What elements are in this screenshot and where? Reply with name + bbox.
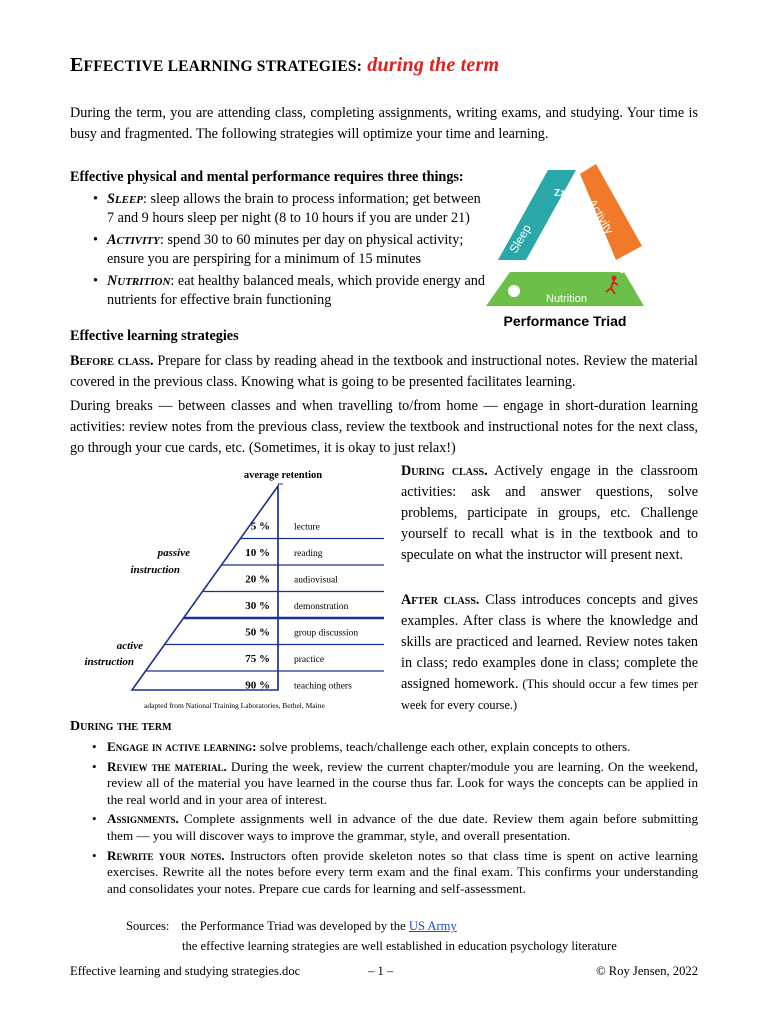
passive-label-2: instruction xyxy=(130,564,180,576)
pyramid-row-percent: 90 % xyxy=(245,679,270,692)
during-term-heading: During the term xyxy=(70,719,172,734)
before-class-paragraph: Before class. Prepare for class by reading ahead in the textbook and instructional notes. Review the material covered in the previous class. Knowing what is going to be presented facilitates learning. xyxy=(70,353,698,390)
pyramid-row-percent: 75 % xyxy=(245,652,270,665)
us-army-link[interactable]: US Army xyxy=(408,919,457,933)
pyramid-row-label: lecture xyxy=(294,522,320,533)
pyramid-row-label: audiovisual xyxy=(294,575,338,586)
pyramid-row-label: practice xyxy=(294,654,325,665)
pyramid-row-percent: 50 % xyxy=(245,626,270,639)
apple-icon xyxy=(508,285,520,297)
pyramid-row-label: teaching others xyxy=(294,681,352,692)
list-item: • NUTRITION: eat healthy balanced meals, which provide energy and nutrients for effective brain functioning xyxy=(93,273,485,308)
pyramid-row-label: group discussion xyxy=(294,628,359,639)
sources-line2: the effective learning strategies are well established in education psychology literature xyxy=(182,939,617,953)
pyramid-row-percent: 20 % xyxy=(245,573,270,586)
learning-strategies-heading: Effective learning strategies xyxy=(70,328,239,344)
active-label-1: active xyxy=(116,640,143,652)
sources: Sources: the Performance Triad was developed by the US Army the effective learning strategies are well established in education psychology literature xyxy=(126,916,617,956)
list-item: • SLEEP: sleep allows the brain to process information; get between 7 and 9 hours sleep per night (8 to 10 hours if you are under 21) xyxy=(93,191,481,226)
during-class-paragraph: During class. Actively engage in the classroom activities: ask and answer questions, solve problems, participate in groups, etc. Challenge yourself to recall what is in the textbook and to speculate on what the instructor will present next. xyxy=(401,463,698,563)
pyramid-row-label: reading xyxy=(294,548,323,559)
breaks-paragraph: During breaks — between classes and when travelling to/from home — engage in short-duration learning activities: review notes from the previous class, review the textbook and instructional notes for the next class, go through your cue cards, etc. (Sometimes, it is okay to just relax!) xyxy=(70,398,698,456)
page-footer xyxy=(70,964,698,979)
activity-bar xyxy=(580,164,642,260)
pyramid-row-percent: 10 % xyxy=(245,546,270,559)
runner-icon xyxy=(620,268,624,272)
zzz-icon: Zzz xyxy=(554,188,571,199)
sleep-label: Sleep xyxy=(506,221,534,256)
list-item: • Assignments. Complete assignments well in advance of the due date. Review them again before submitting them — you will discover ways to improve the grammar, style, and overall presentation. xyxy=(92,811,698,843)
passive-label-1: passive xyxy=(157,547,190,559)
retention-pyramid xyxy=(70,462,392,714)
physical-heading: Effective physical and mental performance requires three things: xyxy=(70,169,464,185)
footer-filename: Effective learning and studying strategies.doc xyxy=(70,964,301,978)
intro-paragraph: During the term, you are attending class, completing assignments, writing exams, and studying. Your time is busy and fragmented. The following strategies will optimize your time and learning. xyxy=(70,105,698,142)
page-title: EFFECTIVE LEARNING STRATEGIES: during the term xyxy=(70,54,500,76)
pyramid-row-percent: 5 % xyxy=(250,520,270,533)
pyramid-row-label: demonstration xyxy=(294,601,349,612)
pyramid-source: adapted from National Training Laboratories, Bethel, Maine xyxy=(144,701,325,710)
list-item: • Rewrite your notes. Instructors often provide skeleton notes so that class time is spent on active learning exercises. Rewrite all the notes before every term exam and the final exam. This confirms your understanding and consolidates your notes. Prepare cue cards for learning and self-assessment. xyxy=(92,847,698,896)
triad-title: Performance Triad xyxy=(503,313,627,329)
list-item: • Review the material. During the week, review the current chapter/module you are learning. On the weekend, review all of the material you have learned in the course thus far. Look for ways the concepts can be applied in the real world and in your area of interest. xyxy=(92,758,698,807)
activity-label: Activity xyxy=(585,196,617,237)
nutrition-label: Nutrition xyxy=(546,293,587,305)
pyramid-heading: average retention xyxy=(243,470,323,481)
after-class-paragraph: After class. Class introduces concepts and gives examples. After class is where the knowledge and skills are practiced and learned. Review notes taken in class; redo examples done in class; complete the assigned homework. (This should occur a few times per week for every course.) xyxy=(401,592,698,712)
list-item: • ACTIVITY: spend 30 to 60 minutes per day on physical activity; ensure you are perspiring for a minimum of 15 minutes xyxy=(93,232,464,267)
list-item: • Engage in active learning: solve problems, teach/challenge each other, explain concepts to others. xyxy=(92,739,631,754)
physical-list xyxy=(70,190,490,313)
sources-label: Sources: xyxy=(126,919,170,933)
footer-copyright: © Roy Jensen, 2022 xyxy=(596,964,698,978)
footer-page-number: – 1 – xyxy=(368,964,394,978)
pyramid-row-percent: 30 % xyxy=(245,599,270,612)
active-label-2: instruction xyxy=(84,656,134,668)
term-list xyxy=(70,739,698,900)
performance-triad-figure xyxy=(484,160,646,330)
